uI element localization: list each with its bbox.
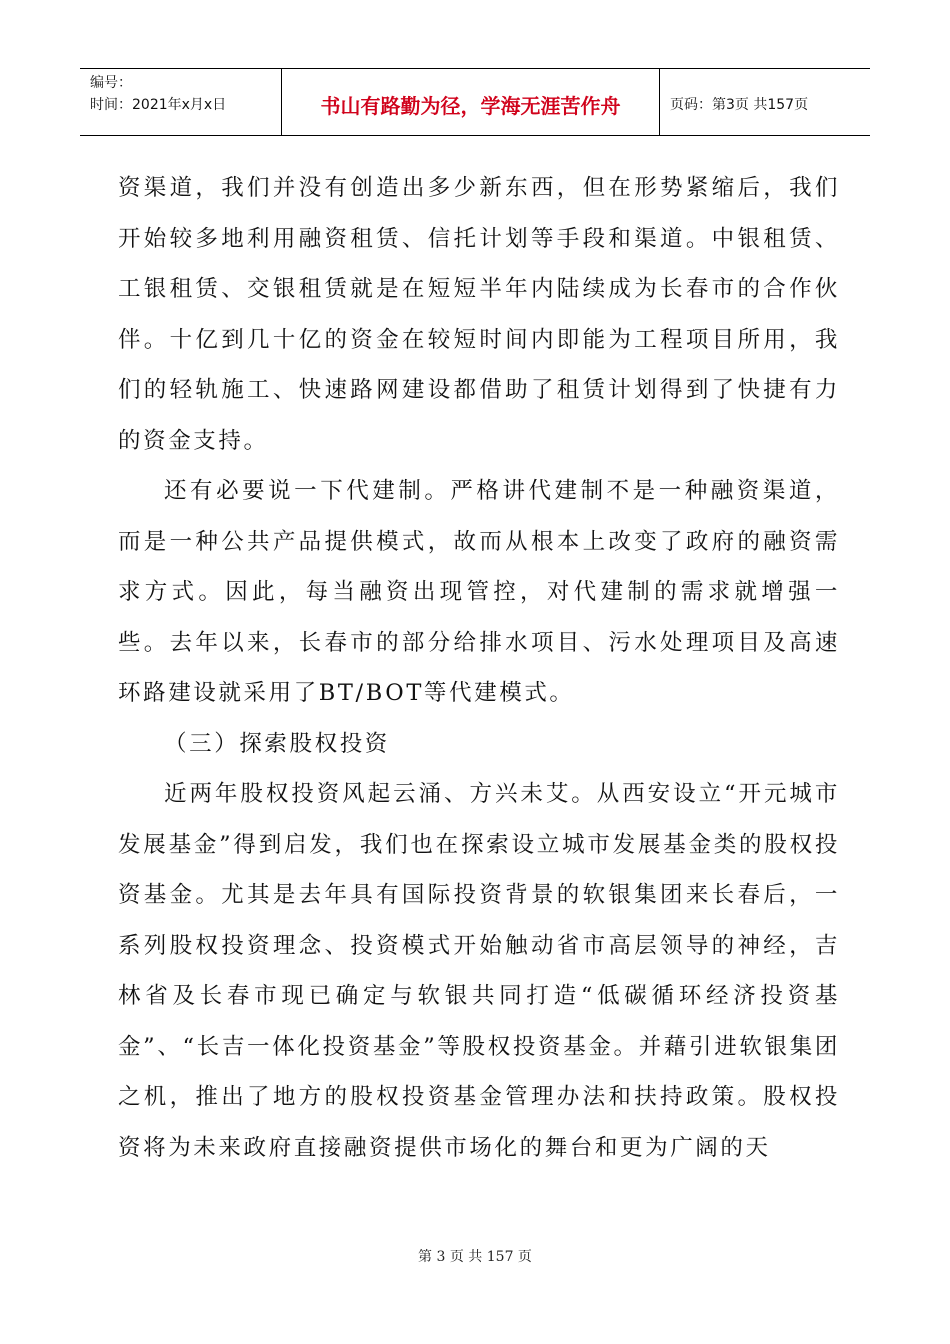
date-label: 时间：2021年x月x日 bbox=[90, 97, 227, 113]
header-page-info: 页码：第3页 共157页 bbox=[670, 97, 809, 113]
paragraph-1: 资渠道，我们并没有创造出多少新东西，但在形势紧缩后，我们开始较多地利用融资租赁、信托计划等手段和渠道。中银租赁、工银租赁、交银租赁就是在短短半年内陆续成为长春市的合作伙伴。十亿到几十亿的资金在较短时间内即能为工程项目所用，我们的轻轨施工、快速路网建设都借助了租赁计划得到了快捷有力的资金支持。 bbox=[118, 175, 840, 454]
code-label: 编号： bbox=[90, 75, 132, 91]
document-body bbox=[118, 163, 840, 1173]
paragraph-3: 近两年股权投资风起云涌、方兴未艾。从西安设立“开元城市发展基金”得到启发，我们也在探索设立城市发展基金类的股权投资基金。尤其是去年具有国际投资背景的软银集团来长春后，一系列股权投资理念、投资模式开始触动省市高层领导的神经，吉林省及长春市现已确定与软银共同打造“低碳循环经济投资基金”、“长吉一体化投资基金”等股权投资基金。并藉引进软银集团之机，推出了地方的股权投资基金管理办法和扶持政策。股权投资将为未来政府直接融资提供市场化的舞台和更为广阔的天 bbox=[118, 781, 840, 1161]
paragraph-2: 还有必要说一下代建制。严格讲代建制不是一种融资渠道，而是一种公共产品提供模式，故而从根本上改变了政府的融资需求方式。因此，每当融资出现管控，对代建制的需求就增强一些。去年以来，长春市的部分给排水项目、污水处理项目及高速环路建设就采用了BT/BOT等代建模式。 bbox=[118, 478, 840, 706]
section-heading: （三）探索股权投资 bbox=[164, 730, 390, 757]
header-motto: 书山有路勤为径，学海无涯苦作舟 bbox=[282, 69, 660, 135]
header-meta bbox=[80, 69, 282, 135]
page-footer: 第 3 页 共 157 页 bbox=[418, 1249, 532, 1265]
page-header bbox=[80, 68, 870, 136]
